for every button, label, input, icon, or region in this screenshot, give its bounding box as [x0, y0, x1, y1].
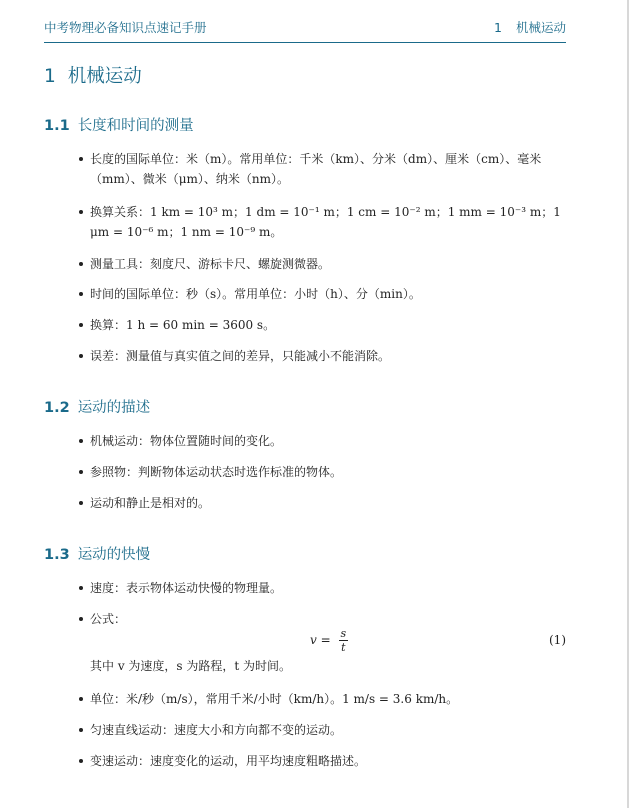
section-title	[44, 114, 194, 135]
section-number: 1.2	[44, 400, 70, 416]
equation-lhs: v	[310, 633, 317, 647]
section-title	[44, 543, 150, 564]
section-number: 1.3	[44, 547, 70, 563]
equation-number: (1)	[549, 633, 566, 647]
section-number: 1.1	[44, 118, 70, 134]
section-name: 运动的快慢	[77, 547, 151, 563]
page-edge	[627, 0, 629, 808]
list-item: 机械运动：物体位置随时间的变化。	[90, 431, 566, 451]
book-title: 中考物理必备知识点速记手册	[44, 20, 207, 35]
list-item: 单位：米/秒（m/s），常用千米/小时（km/h）。1 m/s = 3.6 km/h。	[90, 689, 566, 709]
list-item: 运动和静止是相对的。	[90, 493, 566, 513]
section-title	[44, 396, 150, 417]
list-item: 参照物：判断物体运动状态时选作标准的物体。	[90, 462, 566, 482]
equation	[90, 627, 566, 657]
chapter-name: 机械运动	[67, 66, 142, 87]
list-item: 公式：	[90, 609, 566, 629]
section-name: 运动的描述	[77, 400, 151, 416]
header-chapter-number: 1	[494, 20, 502, 35]
fraction-numerator: s	[340, 627, 347, 640]
chapter-title	[44, 62, 142, 88]
fraction	[339, 627, 349, 654]
running-header	[44, 16, 566, 43]
list-item: 匀速直线运动：速度大小和方向都不变的运动。	[90, 720, 566, 740]
list-item: 换算关系：1 km = 10³ m；1 dm = 10⁻¹ m；1 cm = 10⁻² m；1 mm = 10⁻³ m；1 μm = 10⁻⁶ m；1 nm = 10⁻⁹ m。	[90, 202, 566, 242]
list-item-continuation: 其中 v 为速度，s 为路程，t 为时间。	[90, 659, 292, 673]
list-item: 换算：1 h = 60 min = 3600 s。	[90, 315, 566, 335]
list-item: 误差：测量值与真实值之间的差异，只能减小不能消除。	[90, 346, 566, 366]
list-item: 速度：表示物体运动快慢的物理量。	[90, 578, 566, 598]
list-item: 长度的国际单位：米（m）。常用单位：千米（km）、分米（dm）、厘米（cm）、毫米（mm）、微米（μm）、纳米（nm）。	[90, 149, 566, 189]
list-item: 变速运动：速度变化的运动，用平均速度粗略描述。	[90, 751, 566, 771]
header-chapter-name: 机械运动	[515, 20, 566, 35]
section-name: 长度和时间的测量	[77, 118, 194, 134]
chapter-number: 1	[44, 66, 56, 87]
list-item: 时间的国际单位：秒（s）。常用单位：小时（h）、分（min）。	[90, 284, 566, 304]
fraction-denominator: t	[341, 641, 346, 654]
list-item: 测量工具：刻度尺、游标卡尺、螺旋测微器。	[90, 254, 566, 274]
header-chapter	[494, 18, 566, 36]
speed-formula	[310, 627, 348, 654]
equation-equals: =	[320, 633, 331, 647]
